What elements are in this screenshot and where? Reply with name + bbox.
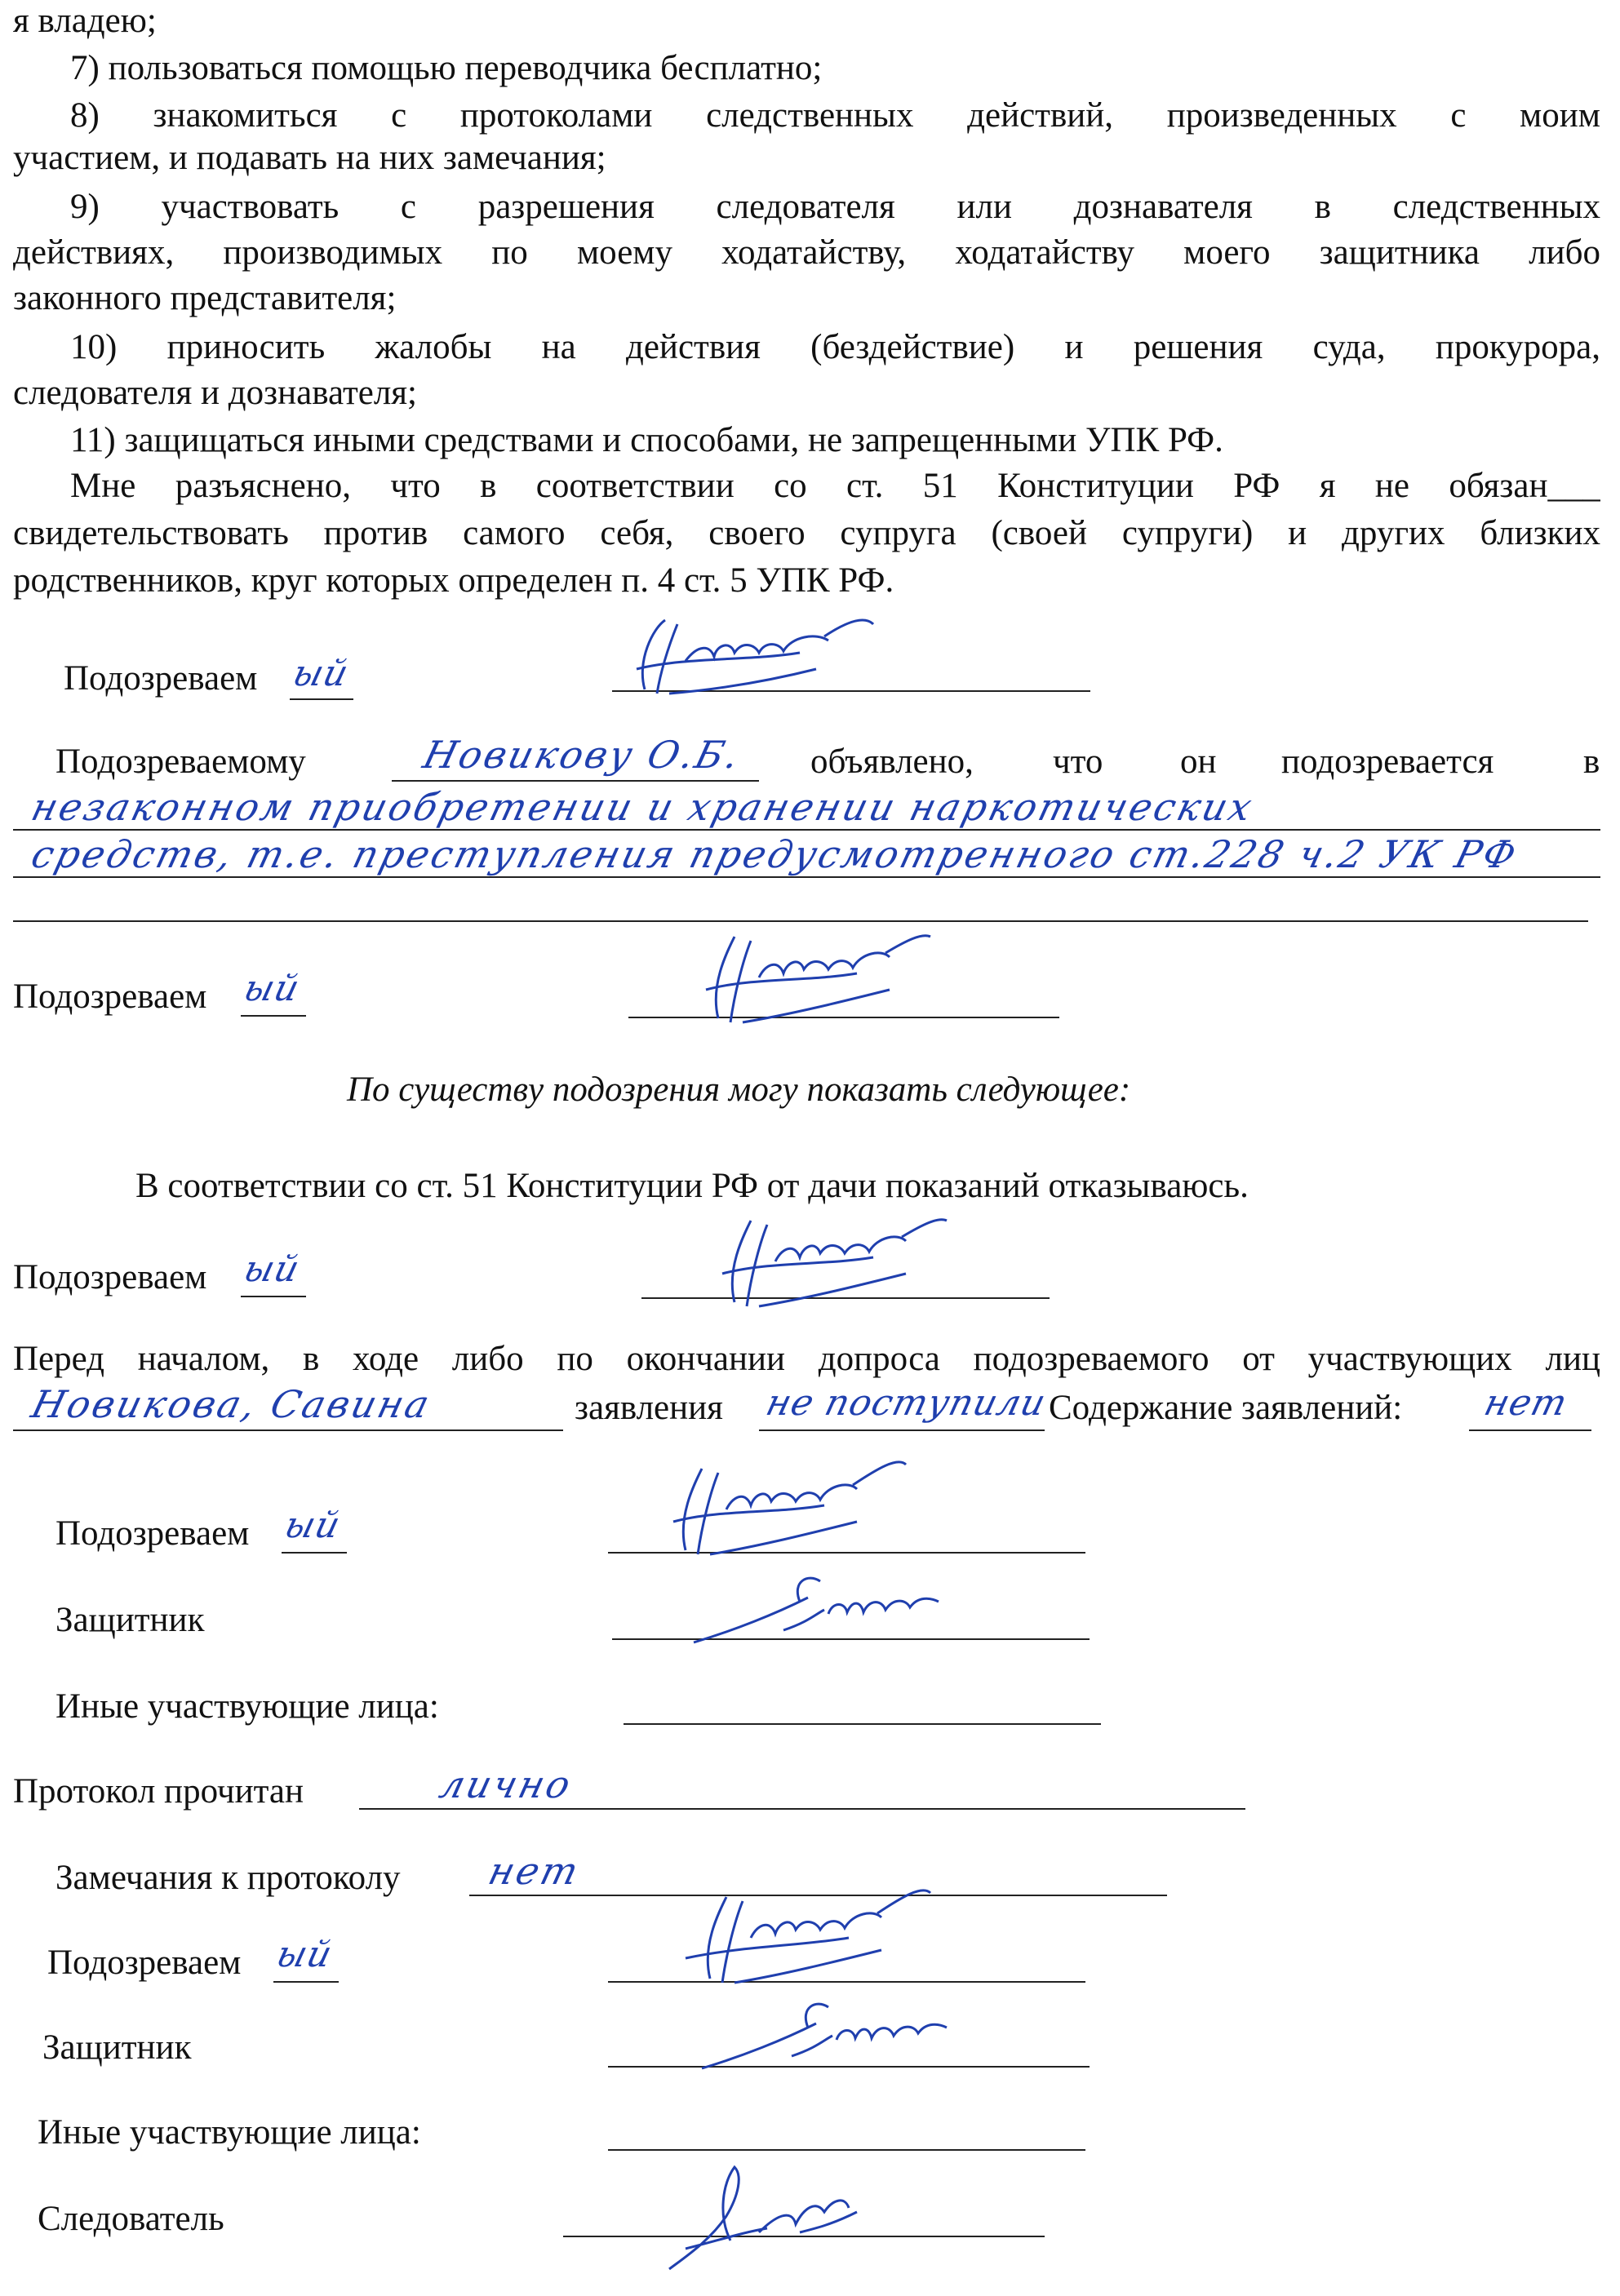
announce-name-blank: [392, 780, 759, 782]
rights-item-7: 7) пользоваться помощью переводчика бесплатно;: [70, 49, 823, 87]
charge-handwritten-2: средств, т.е. преступления предусмотренного ст.228 ч.2 УК РФ: [27, 832, 1523, 876]
remarks-value: нет: [484, 1849, 585, 1893]
announce-word-5: в: [1583, 742, 1600, 781]
suspect-label-3: Подозреваем: [13, 1258, 207, 1296]
suffix-blank-5: [273, 1981, 339, 1983]
rights-item-9-cont2: законного представителя;: [13, 279, 397, 317]
handwritten-suffix: ый: [288, 653, 353, 694]
read-value: лично: [435, 1762, 578, 1806]
suspect-label-5: Подозреваем: [47, 1944, 242, 1982]
handwritten-suffix-4: ый: [280, 1505, 345, 1546]
read-blank: [359, 1808, 1245, 1810]
announce-name: Новикову О.Б.: [419, 733, 746, 777]
suffix-blank-4: [282, 1552, 347, 1554]
suspect-label-2: Подозреваем: [13, 977, 207, 1016]
rights-item-9-cont: действиях, производимых по моему ходатайству, ходатайству моего защитника либо: [13, 233, 1600, 272]
others-label: Иные участвующие лица:: [55, 1687, 439, 1726]
statements-label: заявления: [575, 1389, 723, 1427]
announce-word-3: он: [1180, 742, 1217, 781]
received-blank: [759, 1429, 1045, 1431]
explain-line-2: свидетельствовать против самого себя, своего супруга (своей супруги) и других близких: [13, 514, 1600, 552]
defender-signature-2: [694, 1991, 971, 2090]
received-value: не поступили: [761, 1382, 1051, 1424]
rights-item-11: 11) защищаться иными средствами и способами, не запрещенными УПК РФ.: [70, 421, 1223, 459]
testimony-text: В соответствии со ст. 51 Конституции РФ от дачи показаний отказываюсь.: [135, 1167, 1249, 1205]
charge-line-2: [13, 876, 1600, 878]
content-value: нет: [1480, 1382, 1573, 1424]
defender-signature: [686, 1565, 963, 1664]
suspect-label-4: Подозреваем: [55, 1514, 250, 1553]
charge-handwritten-1: незаконном приобретении и хранении наркотических: [27, 785, 1259, 829]
defender-label: Защитник: [55, 1601, 205, 1639]
charge-line-1: [13, 829, 1600, 831]
rights-item-8-cont: участием, и подавать на них замечания;: [13, 139, 606, 177]
handwritten-suffix-3: ый: [239, 1248, 304, 1290]
announce-word-4: подозревается: [1281, 742, 1494, 781]
others-label-2: Иные участвующие лица:: [38, 2113, 421, 2152]
rights-item-9: 9) участвовать с разрешения следователя или дознавателя в следственных: [70, 188, 1600, 226]
announce-prefix: Подозреваемому: [55, 742, 306, 781]
investigator-label: Следователь: [38, 2200, 224, 2238]
suffix-blank-2: [241, 1015, 306, 1017]
suffix-blank-3: [241, 1296, 306, 1297]
suspect-signature-4: [653, 1452, 930, 1567]
participants-value: Новикова, Савина: [27, 1382, 437, 1426]
others-signature-line: [624, 1723, 1101, 1725]
participants-blank: [13, 1429, 563, 1431]
suspect-signature: [620, 612, 890, 711]
statements-line-1: Перед началом, в ходе либо по окончании допроса подозреваемого от участвующих лиц: [13, 1340, 1600, 1378]
defender-label-2: Защитник: [42, 2028, 192, 2067]
remarks-label: Замечания к протоколу: [55, 1859, 401, 1897]
explain-line-1: Мне разъяснено, что в соответствии со ст. 51 Конституции РФ я не обязан___: [70, 467, 1600, 505]
explain-line-3: родственников, круг которых определен п. 4 ст. 5 УПК РФ.: [13, 561, 894, 600]
rights-item-8: 8) знакомиться с протоколами следственных действий, произведенных с моим: [70, 96, 1600, 135]
read-label: Протокол прочитан: [13, 1772, 304, 1811]
suspect-signature-5: [677, 1881, 955, 1996]
handwritten-suffix-2: ый: [239, 968, 304, 1009]
essence-heading: По существу подозрения могу показать следующее:: [347, 1070, 1131, 1109]
content-blank: [1469, 1429, 1591, 1431]
content-label: Содержание заявлений:: [1049, 1389, 1403, 1427]
investigator-signature: [653, 2151, 898, 2282]
suspect-signature-3: [702, 1204, 971, 1319]
handwritten-suffix-5: ый: [272, 1934, 337, 1975]
rights-item-10: 10) приносить жалобы на действия (бездействие) и решения суда, прокурора,: [70, 328, 1600, 366]
announce-word-2: что: [1053, 742, 1103, 781]
suspect-label: Подозреваем: [64, 659, 258, 698]
announce-word-1: объявлено,: [810, 742, 974, 781]
rights-line-0: я владею;: [13, 2, 157, 40]
suspect-signature-2: [686, 920, 955, 1035]
rights-item-10-cont: следователя и дознавателя;: [13, 374, 418, 412]
suffix-blank: [290, 698, 353, 700]
